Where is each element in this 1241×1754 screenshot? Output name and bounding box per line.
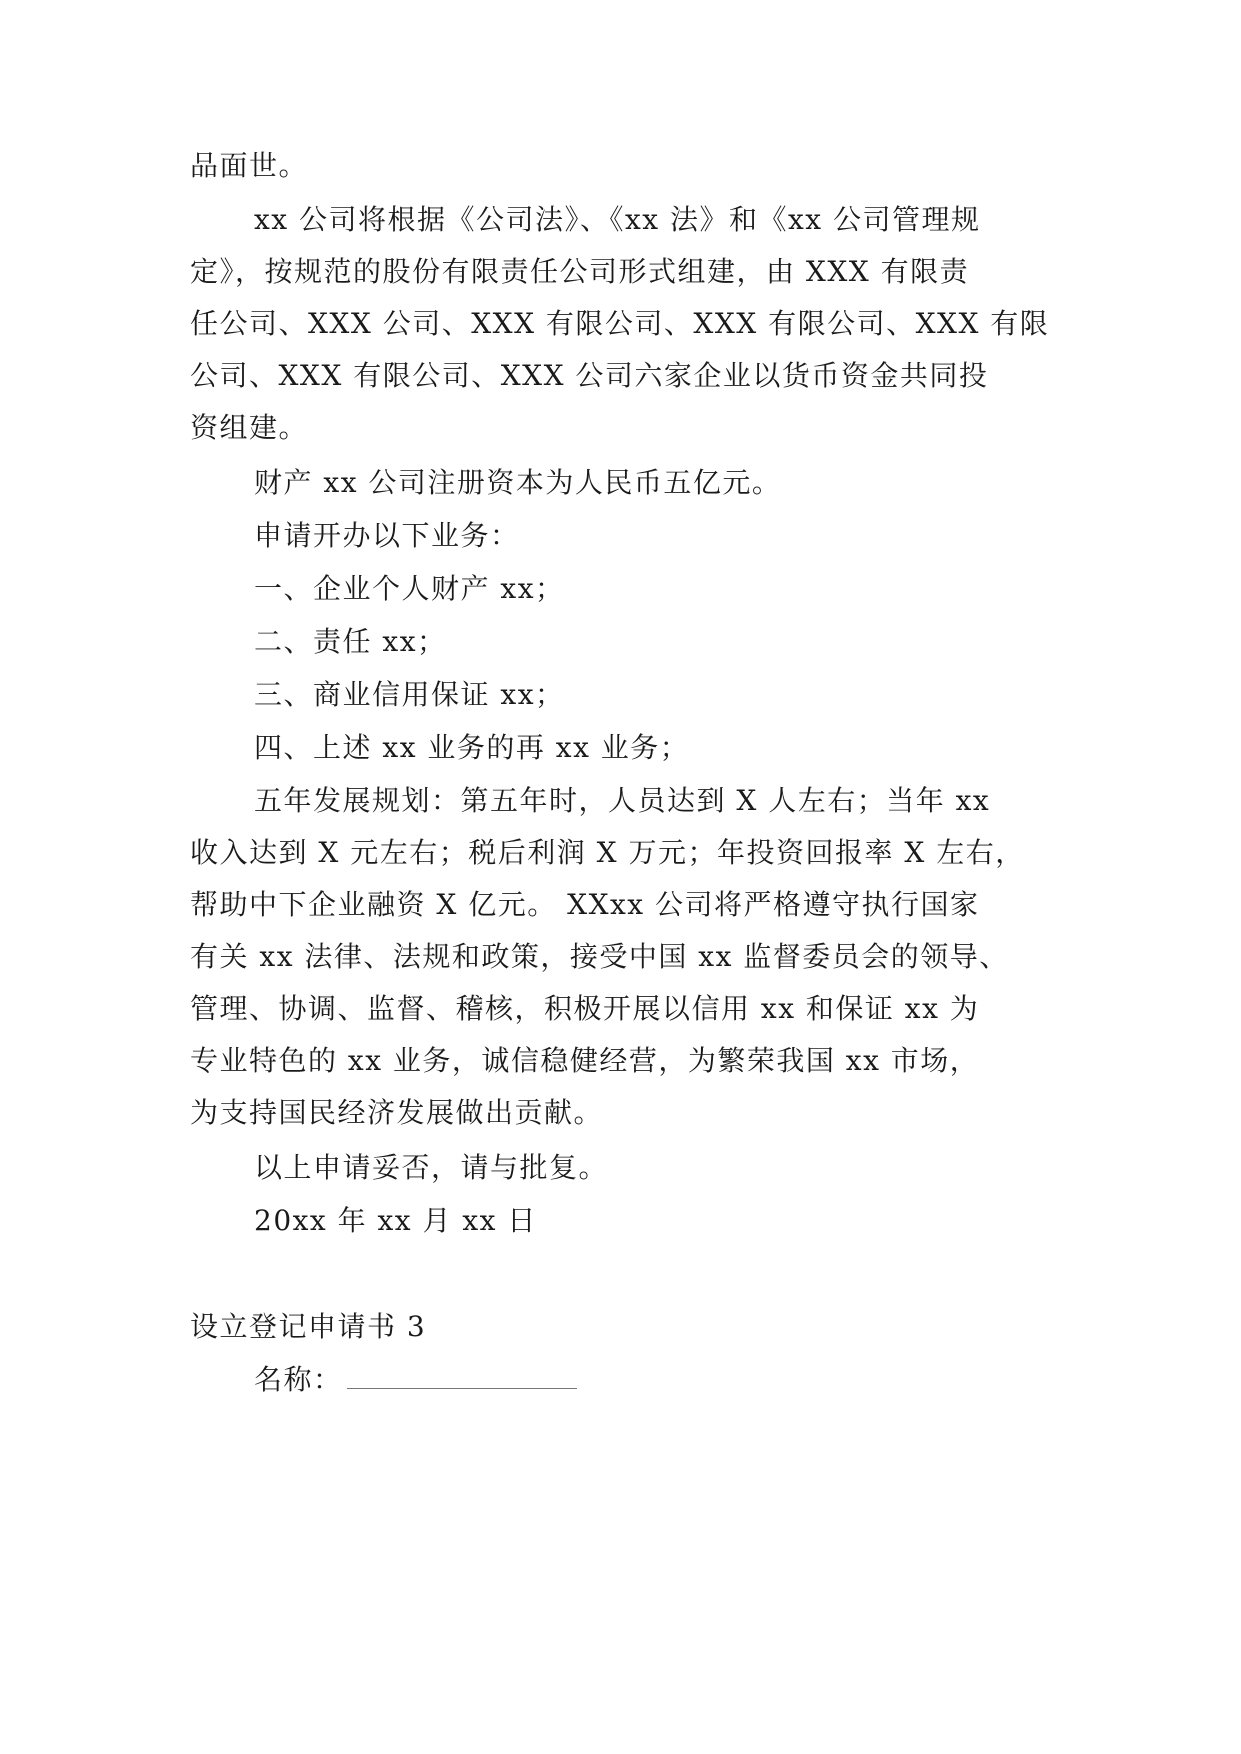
paragraph-line: 管理、协调、监督、稽核，积极开展以信用 xx 和保证 xx 为 — [190, 992, 980, 1025]
paragraph-line: 五年发展规划：第五年时，人员达到 X 人左右；当年 xx — [254, 784, 991, 817]
paragraph-line: 公司、XXX 有限公司、XXX 公司六家企业以货币资金共同投 — [190, 359, 989, 392]
list-item: 三、商业信用保证 xx； — [254, 678, 565, 711]
paragraph-line: 有关 xx 法律、法规和政策，接受中国 xx 监督委员会的领导、 — [190, 940, 1009, 973]
paragraph-line: xx 公司将根据《公司法》、《xx 法》和《xx 公司管理规 — [254, 203, 981, 236]
paragraph-line: 收入达到 X 元左右；税后利润 X 万元；年投资回报率 X 左右， — [190, 836, 1025, 869]
paragraph-line: 资组建。 — [190, 411, 309, 444]
list-item: 一、企业个人财产 xx； — [254, 572, 565, 605]
list-item: 四、上述 xx 业务的再 xx 业务； — [254, 731, 690, 764]
section-title: 设立登记申请书 3 — [190, 1310, 427, 1343]
name-blank-field — [347, 1366, 577, 1389]
name-row — [254, 1360, 1070, 1400]
paragraph-line: 申请开办以下业务： — [254, 519, 520, 552]
paragraph-line: 专业特色的 xx 业务，诚信稳健经营，为繁荣我国 xx 市场， — [190, 1044, 980, 1077]
list-item: 二、责任 xx； — [254, 625, 447, 658]
paragraph-line: 定》，按规范的股份有限责任公司形式组建，由 XXX 有限责 — [190, 255, 970, 288]
date-line: 20xx 年 xx 月 xx 日 — [254, 1204, 537, 1237]
paragraph-line: 任公司、XXX 公司、XXX 有限公司、XXX 有限公司、XXX 有限 — [190, 307, 1050, 340]
closing-line: 以上申请妥否，请与批复。 — [254, 1151, 609, 1184]
name-label: 名称： — [254, 1363, 343, 1396]
paragraph-line: 财产 xx 公司注册资本为人民币五亿元。 — [254, 466, 782, 499]
paragraph-line: 帮助中下企业融资 X 亿元。 XXxx 公司将严格遵守执行国家 — [190, 888, 980, 921]
paragraph-line: 品面世。 — [190, 149, 309, 182]
paragraph-line: 为支持国民经济发展做出贡献。 — [190, 1096, 604, 1129]
